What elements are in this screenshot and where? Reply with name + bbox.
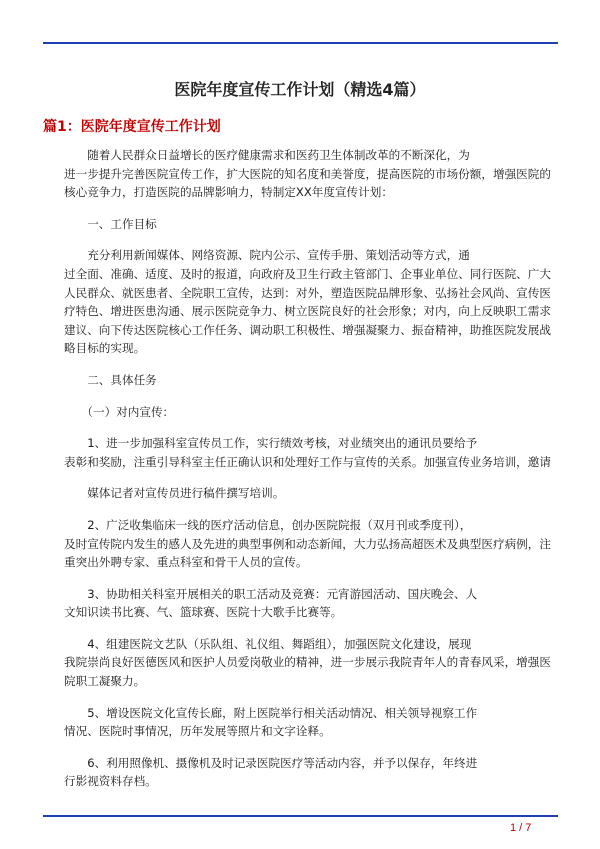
text-line: 及时宣传院内发生的感人及先进的典型事例和动态新闻，大力弘扬高超医术及典型医疗病例，注	[64, 536, 551, 551]
text-line: 重突出外聘专家、重点科室和骨干人员的宣传。	[64, 555, 308, 570]
text-line: （一）对内宣传：	[64, 404, 175, 419]
page-number: 1 / 7	[510, 822, 532, 834]
paragraph	[64, 585, 558, 622]
text-line: 4、组建医院文艺队（乐队组、礼仪组、舞蹈组），加强医院文化建设，展现	[64, 636, 472, 651]
paragraph	[64, 146, 558, 202]
paragraph	[64, 516, 558, 572]
text-line: 略目标的实现。	[64, 341, 146, 356]
text-line: 6、利用照像机、摄像机及时记录医院医疗等活动内容，并予以保存，年终进	[64, 755, 478, 770]
paragraph	[64, 215, 558, 234]
header-rule	[43, 42, 558, 44]
text-line: 一、工作目标	[64, 216, 157, 231]
text-line: 情况、医院时事情况，历年发展等照片和文字诠释。	[64, 724, 331, 739]
text-line: 2、广泛收集临床一线的医疗活动信息，创办医院院报（双月刊或季度刊），	[64, 517, 472, 532]
footer-rule	[43, 815, 558, 817]
text-line: 进一步提升完善医院宣传工作，扩大医院的知名度和美誉度，提高医院的市场份额，增强医院的	[64, 166, 551, 181]
paragraph	[64, 704, 558, 741]
text-line: 文知识读书比赛、气、篮球赛、医院十大歌手比赛等。	[64, 605, 343, 620]
paragraph	[64, 371, 558, 390]
paragraph	[64, 434, 558, 471]
text-line: 人民群众、就医患者、全院职工宣传，达到：对外，塑造医院品牌形象、弘扬社会风尚、宣传医	[64, 285, 551, 300]
paragraph	[64, 484, 558, 503]
text-line: 媒体记者对宣传员进行稿件撰写培训。	[64, 486, 285, 501]
text-line: 5、增设医院文化宣传长廊，附上医院举行相关活动情况、相关领导视察工作	[64, 705, 478, 720]
text-line: 我院崇尚良好医德医风和医护人员爱岗敬业的精神，进一步展示我院青年人的青春风采，增强医	[64, 655, 551, 670]
text-line: 表彰和奖励，注重引导科室主任正确认识和处理好工作与宣传的关系。加强宣传业务培训，邀请	[64, 454, 551, 469]
paragraph	[64, 246, 558, 358]
text-line: 疗特色、增进医患沟通、展示医院竞争力、树立医院良好的社会形象；对内，向上反映职工需求	[64, 304, 551, 319]
text-line: 过全面、准确、适度、及时的报道，向政府及卫生行政主管部门、企事业单位、同行医院、广大	[64, 266, 551, 281]
document-title: 医院年度宣传工作计划（精选4篇）	[174, 80, 426, 99]
text-line: 院职工凝聚力。	[64, 674, 146, 689]
text-line: 建议、向下传达医院核心工作任务、调动职工积极性、增强凝聚力、振奋精神，助推医院发展战	[64, 322, 551, 337]
text-line: 3、协助相关科室开展相关的职工活动及竞赛：元宵游园活动、国庆晚会、人	[64, 586, 478, 601]
paragraph	[64, 635, 558, 691]
text-line: 1、进一步加强科室宣传员工作，实行绩效考核，对业绩突出的通讯员要给予	[64, 436, 478, 451]
paragraph	[64, 403, 558, 422]
text-line: 充分利用新闻媒体、网络资源、院内公示、宣传手册、策划活动等方式，通	[64, 248, 470, 263]
text-line: 二、具体任务	[64, 372, 157, 387]
text-line: 随着人民群众日益增长的医疗健康需求和医药卫生体制改革的不断深化，为	[64, 148, 470, 162]
paragraph	[64, 754, 558, 791]
text-line: 行影视资料存档。	[64, 774, 157, 789]
document-body	[64, 146, 558, 804]
section-heading: 篇1：医院年度宣传工作计划	[43, 119, 221, 135]
text-line: 核心竞争力，打造医院的品牌影响力，特制定XX年度宣传计划：	[64, 185, 393, 200]
